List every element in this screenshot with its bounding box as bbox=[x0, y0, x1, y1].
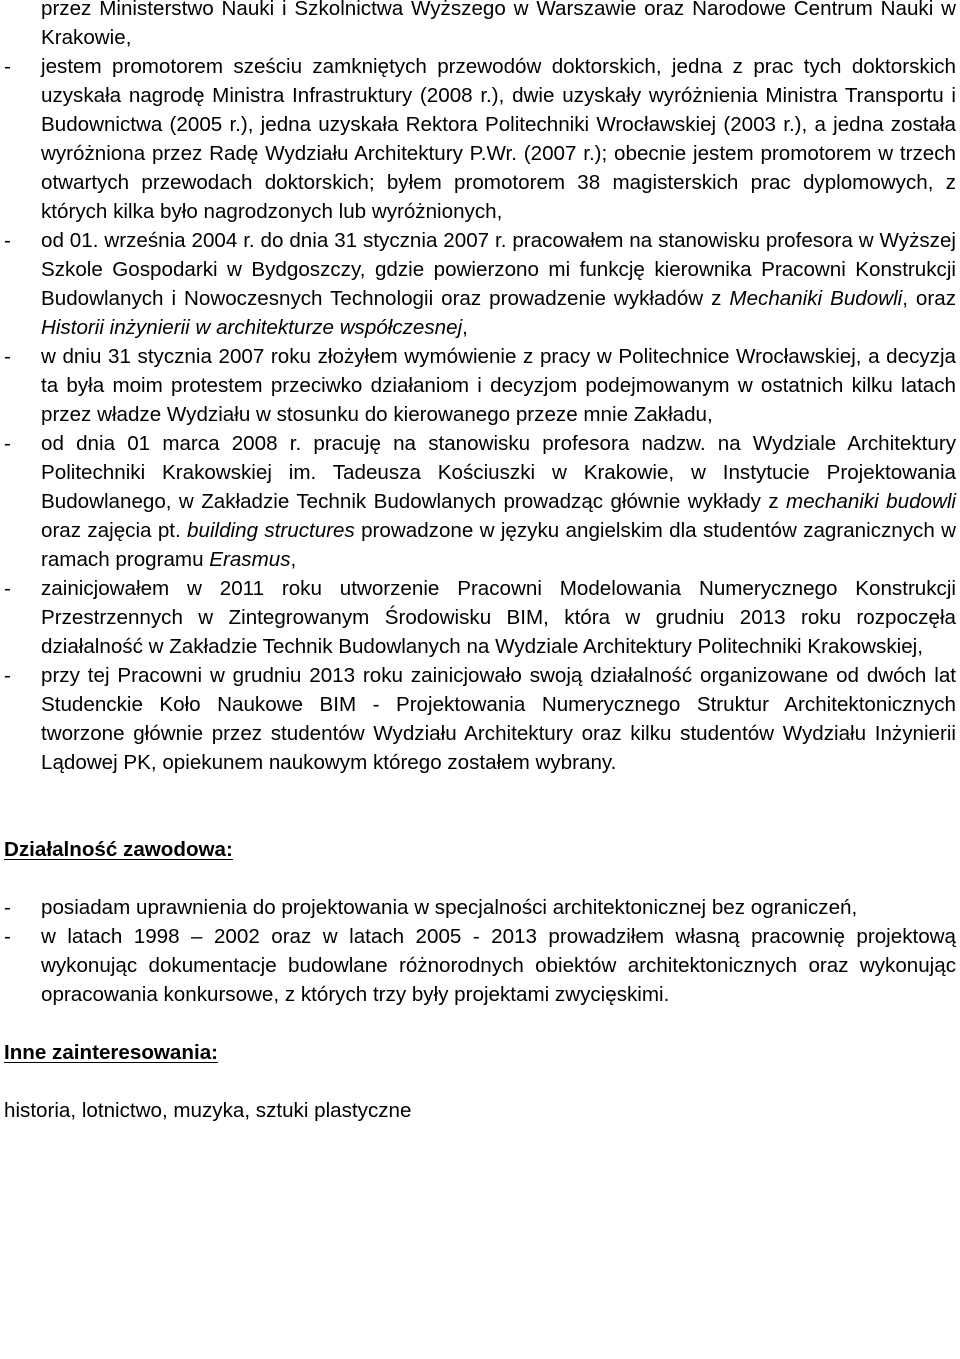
text-run: , bbox=[462, 316, 468, 339]
list-item-text: zainicjowałem w 2011 roku utworzenie Pracowni Modelowania Numerycznego Konstrukcji Przestrzennych w Zintegrowanym Środowisku BIM, która w grudniu 2013 roku rozpoczęła działalność w Zakładzie Technik Budowlanych na Wydziale Architektury Politechniki Krakowskiej, bbox=[41, 577, 956, 658]
list-item bbox=[4, 661, 956, 777]
list-item-text: w dniu 31 stycznia 2007 roku złożyłem wymówienie z pracy w Politechnice Wrocławskiej, a decyzja ta była moim protestem przeciwko działaniom i decyzjom podejmowanym w ostatnich kilku latach przez władze Wydziału w stosunku do kierowanego przeze mnie Zakładu, bbox=[41, 345, 956, 426]
section-heading-interests: Inne zainteresowania: bbox=[4, 1041, 219, 1064]
italic-text-run: building structures bbox=[187, 519, 355, 542]
list-item-text: jestem promotorem sześciu zamkniętych przewodów doktorskich, jedna z prac tych doktorskich uzyskała nagrodę Ministra Infrastruktury (2008 r.), dwie uzyskały wyróżnienia Ministra Transportu i Budownictwa (2005 r.), jedna uzyskała Rektora Politechniki Wrocławskiej (2003 r.), a jedna została wyróżniona przez Radę Wydziału Architektury P.Wr. (2007 r.); obecnie jestem promotorem w trzech otwartych przewodach doktorskich; byłem promotorem 38 magisterskich prac dyplomowych, z których kilka było nagrodzonych lub wyróżnionych, bbox=[41, 55, 956, 223]
list-bullet: - bbox=[4, 925, 11, 948]
intro-paragraph: przez Ministerstwo Nauki i Szkolnictwa Wyższego w Warszawie oraz Narodowe Centrum Nauki w Krakowie, bbox=[41, 0, 956, 49]
section-heading-professional: Działalność zawodowa: bbox=[4, 838, 233, 861]
list-item-text: przy tej Pracowni w grudniu 2013 roku zainicjowało swoją działalność organizowane od dwóch lat Studenckie Koło Naukowe BIM - Projektowania Numerycznego Struktur Architektonicznych tworzone głównie przez studentów Wydziału Architektury oraz kilku studentów Wydziału Inżynierii Lądowej PK, opiekunem naukowym którego zostałem wybrany. bbox=[41, 664, 956, 774]
spacer bbox=[4, 777, 956, 835]
list-item-text bbox=[41, 429, 956, 574]
italic-text-run: Historii inżynierii w architekturze współczesnej bbox=[41, 316, 463, 339]
text-run: od 01. września 2004 r. do dnia 31 stycznia 2007 r. pracowałem na stanowisku profesora w Wyższej Szkole Gospodarki w Bydgoszczy, gdzie powierzono mi funkcję kierownika Pracowni Konstrukcji Budowlanych i Nowoczesnych Technologii oraz prowadzenie wykładów z bbox=[41, 229, 956, 310]
teaching-list bbox=[4, 52, 956, 777]
text-run: , bbox=[290, 548, 297, 571]
list-bullet: - bbox=[4, 55, 11, 78]
spacer bbox=[4, 1067, 956, 1096]
list-item bbox=[4, 893, 956, 922]
list-bullet: - bbox=[4, 229, 11, 252]
document-page bbox=[4, 0, 956, 1125]
list-item bbox=[4, 574, 956, 661]
list-item bbox=[4, 922, 956, 1009]
list-bullet: - bbox=[4, 432, 11, 455]
professional-list bbox=[4, 893, 956, 1009]
list-bullet: - bbox=[4, 345, 11, 368]
spacer bbox=[4, 864, 956, 893]
list-item bbox=[4, 429, 956, 574]
list-item-text: w latach 1998 – 2002 oraz w latach 2005 - 2013 prowadziłem własną pracownię projektową wykonując dokumentacje budowlane różnorodnych obiektów architektonicznych oraz wykonując opracowania konkursowe, z których trzy były projektami zwycięskimi. bbox=[41, 925, 956, 1006]
list-item bbox=[4, 52, 956, 226]
italic-text-run: Erasmus bbox=[209, 548, 291, 571]
list-bullet: - bbox=[4, 664, 11, 687]
interests-text: historia, lotnictwo, muzyka, sztuki plastyczne bbox=[4, 1099, 412, 1122]
italic-text-run: Mechaniki Budowli bbox=[729, 287, 903, 310]
list-bullet: - bbox=[4, 577, 11, 600]
spacer bbox=[4, 1009, 956, 1038]
list-item-text bbox=[41, 226, 956, 342]
list-bullet: - bbox=[4, 896, 11, 919]
text-run: , oraz bbox=[902, 287, 956, 310]
text-run: od dnia 01 marca 2008 r. pracuję na stanowisku profesora nadzw. na Wydziale Architektury Politechniki Krakowskiej im. Tadeusza Kościuszki w Krakowie, w Instytucie Projektowania Budowlanego, w Zakładzie Technik Budowlanych prowadząc głównie wykłady z bbox=[41, 432, 956, 513]
list-item bbox=[4, 342, 956, 429]
list-item bbox=[4, 226, 956, 342]
text-run: prowadzone w języku angielskim dla studentów zagranicznych w ramach programu bbox=[41, 519, 956, 571]
list-item-text: posiadam uprawnienia do projektowania w specjalności architektonicznej bez ograniczeń, bbox=[41, 896, 858, 919]
text-run: oraz zajęcia pt. bbox=[41, 519, 188, 542]
italic-text-run: mechaniki budowli bbox=[786, 490, 956, 513]
